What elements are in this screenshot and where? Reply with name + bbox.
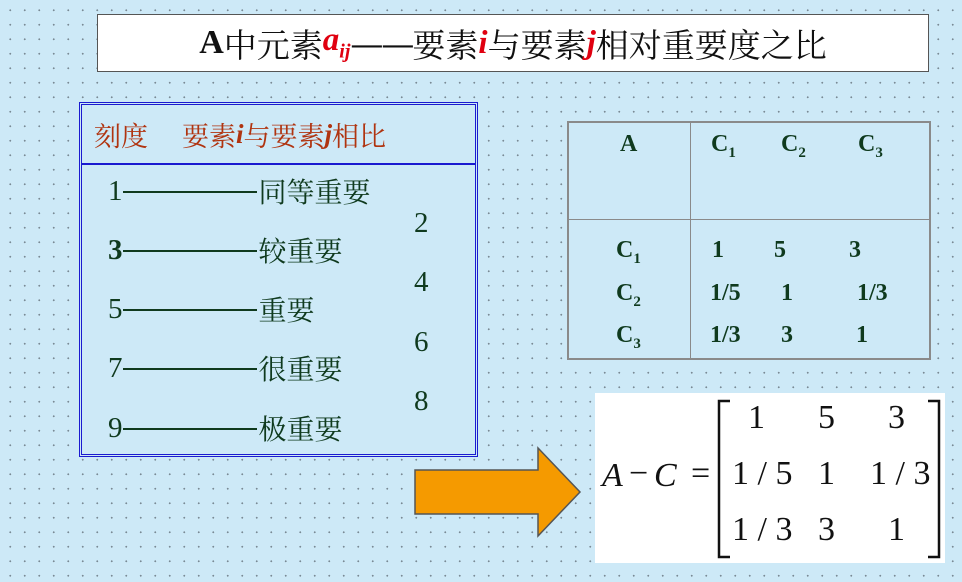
intermediate-value: 8	[414, 385, 429, 417]
formula-matrix-cell: 3	[818, 511, 835, 548]
right-arrow-icon	[414, 446, 582, 538]
column-header: $C_2$	[781, 131, 806, 161]
scale-row	[108, 348, 343, 388]
scale-header-col2a: 要素	[182, 121, 236, 153]
matrix-formula	[595, 393, 945, 563]
scale-row	[108, 289, 315, 329]
column-header: $C_1$	[711, 131, 736, 161]
formula-equals: =	[691, 455, 711, 492]
table-cell: 1/3	[710, 322, 741, 348]
scale-row	[108, 171, 371, 211]
formula-matrix-cell: 5	[818, 399, 835, 436]
title-text-1: 中元素	[223, 25, 323, 65]
formula-matrix-cell: 1 / 5	[732, 455, 793, 492]
formula-matrix-cell: 1	[888, 511, 905, 548]
row-header: $C_3$	[616, 322, 641, 352]
scale-header-col1: 刻度	[94, 121, 148, 153]
scale-value: 9	[108, 411, 123, 444]
scale-label: 同等重要	[258, 176, 371, 209]
scale-value: 3	[108, 233, 123, 266]
title-text-4: 相对重要度之比	[595, 25, 827, 65]
scale-value: 5	[108, 292, 123, 325]
table-divider	[569, 219, 929, 220]
intermediate-value: 2	[414, 207, 429, 239]
row-header: $C_1$	[616, 237, 641, 267]
scale-header-var-i: i	[236, 118, 244, 149]
title-text-2: 要素	[412, 25, 479, 65]
formula-matrix-cell: 1 / 3	[870, 455, 931, 492]
table-cell: 1	[712, 237, 724, 263]
table-cell: 1	[781, 280, 793, 306]
formula-matrix-cell: 1	[818, 455, 835, 492]
formula-matrix-cell: 1	[748, 399, 765, 436]
connector-line	[123, 428, 257, 430]
judgment-matrix-table	[567, 121, 931, 360]
formula-minus: −	[629, 455, 649, 492]
scale-label: 很重要	[258, 353, 343, 386]
table-cell: 3	[849, 237, 861, 263]
title-text-3: 与要素	[487, 25, 587, 65]
title-matrix-name: A	[199, 24, 224, 61]
scale-header-col2b: 与要素	[243, 121, 325, 153]
table-cell: 1	[856, 322, 868, 348]
title-var-i: i	[478, 24, 488, 61]
scale-value: 1	[108, 174, 123, 207]
row-header: $C_2$	[616, 280, 641, 310]
intermediate-value: 6	[414, 326, 429, 358]
scale-header	[82, 105, 475, 165]
scale-row	[108, 408, 343, 448]
table-divider	[690, 123, 691, 358]
formula-symbol-a: A	[602, 457, 623, 494]
scale-label: 极重要	[258, 413, 343, 446]
scale-label: 重要	[258, 294, 315, 327]
column-header: $C_3$	[858, 131, 883, 161]
title-var-j: j	[586, 24, 596, 61]
slide-title	[97, 14, 929, 72]
scale-row	[108, 230, 343, 270]
table-cell: 1/5	[710, 280, 741, 306]
connector-line	[123, 250, 257, 252]
scale-value: 7	[108, 351, 123, 384]
table-corner: A	[620, 131, 638, 157]
formula-matrix-cell: 3	[888, 399, 905, 436]
table-cell: 5	[774, 237, 786, 263]
table-cell: 3	[781, 322, 793, 348]
connector-line	[123, 309, 257, 311]
scale-table	[79, 102, 478, 457]
scale-label: 较重要	[258, 235, 343, 268]
title-dash: ——	[350, 23, 413, 63]
formula-matrix-cell: 1 / 3	[732, 511, 793, 548]
scale-header-var-j: j	[324, 118, 333, 149]
scale-header-col2c: 相比	[332, 121, 387, 153]
intermediate-value: 4	[414, 266, 429, 298]
table-cell: 1/3	[857, 280, 888, 306]
title-var-a: $a_{ij}$	[322, 22, 351, 63]
formula-symbol-c: C	[654, 457, 677, 494]
connector-line	[123, 191, 257, 193]
connector-line	[123, 368, 257, 370]
